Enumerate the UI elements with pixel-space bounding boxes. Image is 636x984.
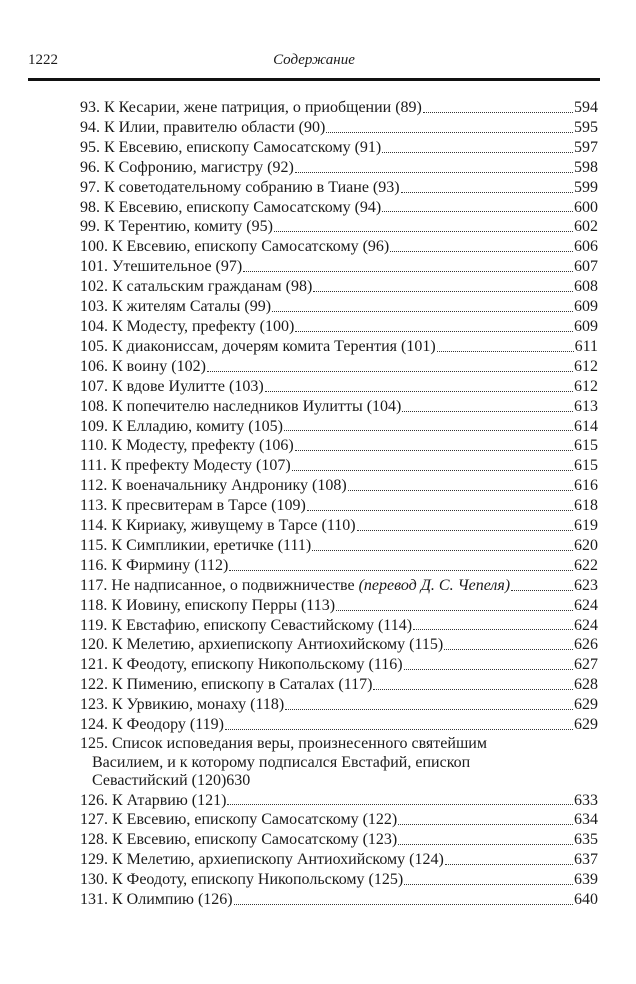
toc-entry: [80, 496, 598, 516]
toc-entry-page: 619: [574, 517, 598, 535]
toc-entry-number: 98.: [80, 198, 100, 216]
toc-entry-title: К Терентию, комиту (95): [104, 218, 273, 236]
toc-entry-page: 600: [574, 198, 598, 216]
dot-leader: [398, 823, 573, 825]
dot-leader: [295, 171, 573, 173]
toc-entry: [80, 890, 598, 910]
toc-entry: [80, 556, 598, 576]
toc-entry: [80, 397, 598, 417]
table-of-contents: [80, 98, 598, 910]
toc-entry-title-line: Севастийский (120): [92, 772, 227, 789]
toc-entry-title: К Феодоту, епископу Никопольскому (125): [112, 871, 404, 889]
toc-entry-title: Утешительное (97): [112, 258, 243, 276]
toc-entry-title: К Феодору (119): [112, 716, 224, 734]
dot-leader: [295, 330, 573, 332]
dot-leader: [225, 728, 573, 730]
dot-leader: [285, 708, 573, 710]
dot-leader: [274, 230, 573, 232]
toc-entry-page: 630: [226, 772, 251, 789]
toc-entry: [80, 417, 598, 437]
toc-entry-number: 108.: [80, 397, 108, 415]
dot-leader: [413, 628, 573, 630]
toc-entry-page: 629: [574, 696, 598, 714]
toc-entry-number: 119.: [80, 616, 108, 634]
toc-entry-page: 613: [574, 397, 598, 415]
toc-entry-number: 101.: [80, 258, 108, 276]
toc-entry-title: К военачальнику Андронику (108): [111, 477, 347, 495]
dot-leader: [336, 609, 573, 611]
toc-entry-title: К попечителю наследников Иулитты (104): [112, 397, 402, 415]
toc-entry-page: 612: [574, 357, 598, 375]
toc-entry-number: 93.: [80, 99, 100, 116]
toc-entry-title: К советодательному собранию в Тиане (93): [104, 178, 400, 196]
header-rule: [28, 78, 600, 81]
toc-entry-page: 594: [574, 99, 598, 116]
toc-entry-title: К Евсевию, епископу Самосатскому (96): [112, 238, 390, 256]
toc-entry-page: 633: [574, 791, 598, 809]
toc-entry-title: К Кесарии, жене патриция, о приобщении (89): [104, 99, 422, 116]
toc-entry-number: 127.: [80, 811, 108, 829]
toc-entry: [80, 576, 598, 596]
toc-entry-page: 635: [574, 831, 598, 849]
running-title: Содержание: [273, 52, 355, 68]
toc-entry-title-line: Список исповедания веры, произнесенного святейшим: [112, 735, 487, 752]
toc-entry-number: 104.: [80, 317, 108, 335]
toc-entry-title: К Иовину, епископу Перры (113): [111, 596, 336, 614]
toc-entry-title: К Кириаку, живущему в Тарсе (110): [111, 517, 356, 535]
dot-leader: [326, 131, 573, 133]
dot-leader: [292, 469, 573, 471]
dot-leader: [227, 803, 573, 805]
toc-entry: [80, 791, 598, 811]
toc-entry-title: К пресвитерам в Тарсе (109): [111, 497, 306, 515]
toc-entry-number: 107.: [80, 377, 108, 395]
toc-entry-title: К Мелетию, архиепископу Антиохийскому (124): [112, 851, 444, 869]
toc-entry: [80, 237, 598, 257]
dot-leader: [398, 843, 573, 845]
toc-entry: [80, 297, 598, 317]
toc-entry-last-line: [80, 772, 598, 791]
dot-leader: [511, 589, 573, 591]
toc-entry-number: 96.: [80, 158, 100, 176]
toc-entry: [80, 98, 598, 118]
toc-entry-number: 102.: [80, 278, 108, 296]
toc-entry-number: 116.: [80, 556, 108, 574]
dot-leader: [404, 883, 573, 885]
toc-entry-page: 616: [574, 477, 598, 495]
page-number: 1222: [28, 52, 58, 68]
toc-entry-number: 123.: [80, 696, 108, 714]
toc-entry-title: К Симпликии, еретичке (111): [111, 536, 312, 554]
toc-entry: [80, 536, 598, 556]
toc-entry-page: 639: [574, 871, 598, 889]
dot-leader: [207, 370, 573, 372]
toc-entry-title: К Илии, правителю области (90): [104, 118, 326, 136]
toc-entry-page: 611: [574, 337, 598, 355]
dot-leader: [404, 668, 573, 670]
toc-entry-number: 131.: [80, 891, 108, 909]
toc-entry-title: К Евсевию, епископу Самосатскому (123): [112, 831, 398, 849]
dot-leader: [437, 350, 574, 352]
toc-entry-number: 99.: [80, 218, 100, 236]
toc-entry-page: 598: [574, 158, 598, 176]
toc-entry-title: К Атарвию (121): [112, 791, 227, 809]
toc-entry-page: 609: [574, 298, 598, 316]
toc-entry-page: 618: [574, 497, 598, 515]
toc-entry-title: К Евсевию, епископу Самосатскому (94): [104, 198, 382, 216]
toc-entry-page: 629: [574, 716, 598, 734]
toc-entry-number: 103.: [80, 298, 108, 316]
toc-entry-number: 114.: [80, 517, 108, 535]
toc-entry: [80, 436, 598, 456]
toc-entry-title: Не надписанное, о подвижничестве: [111, 576, 355, 594]
toc-entry-page: 606: [574, 238, 598, 256]
toc-entry: [80, 655, 598, 675]
running-header: [28, 50, 600, 72]
toc-entry-page: 595: [574, 118, 598, 136]
toc-entry-title: К Урвикию, монаху (118): [112, 696, 285, 714]
dot-leader: [312, 549, 573, 551]
dot-leader: [295, 449, 573, 451]
toc-entry-page: 626: [574, 636, 598, 654]
toc-entry-page: 614: [574, 417, 598, 435]
dot-leader: [402, 410, 573, 412]
toc-entry-number: 129.: [80, 851, 108, 869]
dot-leader: [445, 863, 573, 865]
toc-entry: [80, 830, 598, 850]
toc-entry-number: 97.: [80, 178, 100, 196]
toc-entry-page: 597: [574, 138, 598, 156]
toc-entry-title: К жителям Саталы (99): [112, 298, 272, 316]
toc-entry-title: К Мелетию, архиепископу Антиохийскому (115): [112, 636, 444, 654]
dot-leader: [243, 270, 573, 272]
dot-leader: [265, 390, 573, 392]
toc-entry-title: К Модесту, префекту (100): [112, 317, 295, 335]
toc-entry-number: 112.: [80, 477, 108, 495]
toc-entry-number: 109.: [80, 417, 108, 435]
toc-entry: [80, 476, 598, 496]
toc-entry-title: К Софронию, магистру (92): [104, 158, 294, 176]
toc-entry-title: К префекту Модесту (107): [110, 457, 291, 475]
toc-entry-number: 128.: [80, 831, 108, 849]
toc-entry: [80, 198, 598, 218]
toc-entry: [80, 138, 598, 158]
toc-entry-number: 106.: [80, 357, 108, 375]
toc-entry-page: 637: [574, 851, 598, 869]
toc-entry-number: 105.: [80, 337, 108, 355]
toc-entry-page: 607: [574, 258, 598, 276]
toc-entry: [80, 870, 598, 890]
toc-entry-page: 608: [574, 278, 598, 296]
toc-entry: [80, 317, 598, 337]
toc-entry: [80, 695, 598, 715]
toc-entry: [80, 217, 598, 237]
toc-entry: [80, 735, 598, 791]
toc-entry-title: К Фирмину (112): [111, 556, 229, 574]
toc-entry-title: К Олимпию (126): [112, 891, 233, 909]
toc-entry-number: 122.: [80, 676, 108, 694]
toc-entry-page: 612: [574, 377, 598, 395]
toc-entry-number: 113.: [80, 497, 108, 515]
toc-entry-number: 120.: [80, 636, 108, 654]
toc-entry-title-line: Василием, и к которому подписался Евстафий, епископ: [92, 753, 471, 771]
toc-entry: [80, 596, 598, 616]
dot-leader: [401, 191, 573, 193]
toc-entry-page: 615: [574, 457, 598, 475]
dot-leader: [348, 489, 573, 491]
toc-entry: [80, 635, 598, 655]
toc-entry: [80, 616, 598, 636]
toc-entry-page: 615: [574, 437, 598, 455]
toc-entry-translator-note: (перевод Д. С. Чепеля): [358, 576, 511, 594]
toc-entry-title: К Евсевию, епископу Самосатскому (91): [104, 138, 382, 156]
toc-entry-number: 111.: [80, 457, 107, 475]
dot-leader: [382, 210, 573, 212]
toc-entry-page: 622: [574, 556, 598, 574]
toc-entry-number: 115.: [80, 536, 108, 554]
toc-entry: [80, 277, 598, 297]
toc-entry: [80, 357, 598, 377]
toc-entry-number: 126.: [80, 791, 108, 809]
toc-entry-number: 125.: [80, 735, 108, 752]
toc-entry-title: К вдове Иулитте (103): [112, 377, 264, 395]
toc-entry: [80, 377, 598, 397]
toc-entry: [80, 178, 598, 198]
dot-leader: [272, 310, 573, 312]
dot-leader: [284, 429, 573, 431]
toc-entry-number: 124.: [80, 716, 108, 734]
toc-entry-page: 609: [574, 317, 598, 335]
toc-entry-title: К Пимению, епископу в Саталах (117): [112, 676, 373, 694]
dot-leader: [423, 111, 573, 113]
toc-entry-title: К Феодоту, епископу Никопольскому (116): [112, 656, 403, 674]
dot-leader: [234, 903, 573, 905]
dot-leader: [373, 688, 573, 690]
toc-entry-number: 117.: [80, 576, 108, 594]
toc-entry: [80, 337, 598, 357]
toc-entry-page: 599: [574, 178, 598, 196]
toc-entry: [80, 516, 598, 536]
toc-entry: [80, 810, 598, 830]
toc-entry-title: К Модесту, префекту (106): [111, 437, 294, 455]
toc-entry-number: 121.: [80, 656, 108, 674]
toc-entry: [80, 850, 598, 870]
dot-leader: [382, 151, 573, 153]
toc-entry-title: К сатальским гражданам (98): [112, 278, 313, 296]
dot-leader: [229, 569, 573, 571]
dot-leader: [444, 648, 573, 650]
toc-entry-number: 130.: [80, 871, 108, 889]
toc-entry-first-line: [80, 735, 598, 754]
toc-entry-page: 640: [574, 891, 598, 909]
toc-entry-number: 110.: [80, 437, 108, 455]
toc-entry: [80, 675, 598, 695]
toc-entry: [80, 257, 598, 277]
dot-leader: [313, 290, 573, 292]
toc-entry-page: 623: [574, 576, 598, 594]
toc-entry-number: 94.: [80, 118, 100, 136]
toc-entry: [80, 118, 598, 138]
toc-entry: [80, 715, 598, 735]
dot-leader: [357, 529, 573, 531]
toc-entry-number: 95.: [80, 138, 100, 156]
toc-entry-title: К Евстафию, епископу Севастийскому (114): [111, 616, 413, 634]
toc-entry-page: 602: [574, 218, 598, 236]
toc-entry-page: 628: [574, 676, 598, 694]
dot-leader: [307, 509, 573, 511]
dot-leader: [390, 250, 573, 252]
toc-entry-number: 118.: [80, 596, 108, 614]
toc-entry-title: К диакониссам, дочерям комита Терентия (101): [112, 337, 436, 355]
toc-entry-number: 100.: [80, 238, 108, 256]
toc-entry-page: 634: [574, 811, 598, 829]
toc-entry-title: К Евсевию, епископу Самосатскому (122): [112, 811, 398, 829]
toc-entry-page: 620: [574, 536, 598, 554]
toc-entry-page: 624: [574, 616, 598, 634]
toc-entry-page: 627: [574, 656, 598, 674]
toc-entry: [80, 158, 598, 178]
toc-entry-title: К Елладию, комиту (105): [112, 417, 283, 435]
toc-entry: [80, 456, 598, 476]
toc-entry-title: К воину (102): [112, 357, 206, 375]
toc-entry-page: 624: [574, 596, 598, 614]
